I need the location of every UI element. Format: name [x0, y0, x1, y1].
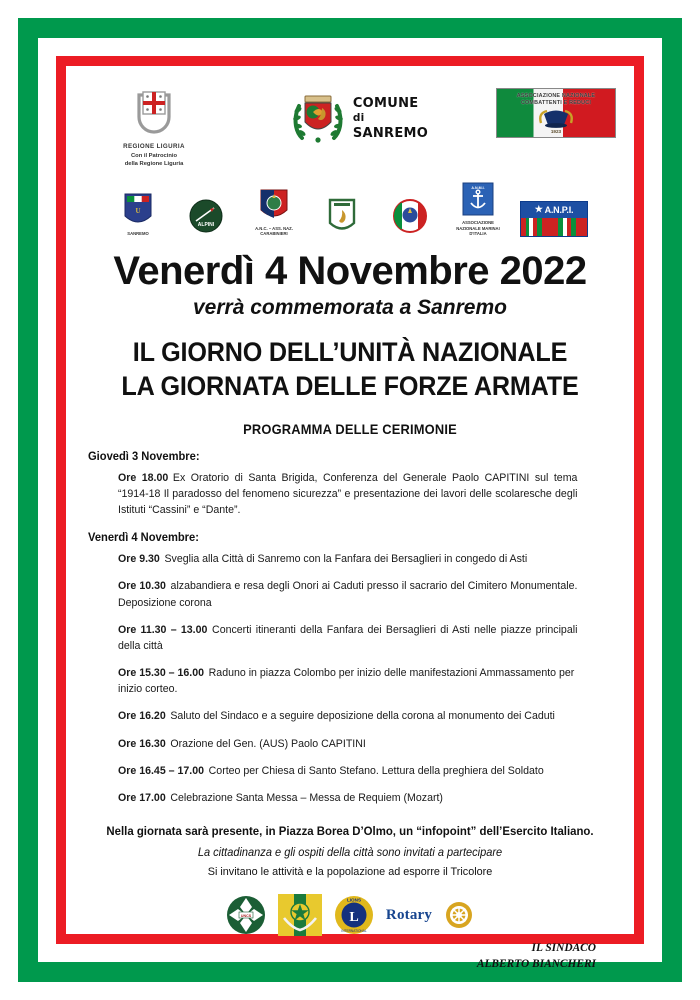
ancr-line1: ASSOCIAZIONE NAZIONALE — [516, 93, 596, 99]
rotary-wordmark: Rotary — [385, 906, 433, 923]
ordine-militare-icon — [278, 894, 322, 936]
schedule-entry — [118, 763, 577, 779]
entry-time: Ore 9.30 — [118, 553, 160, 566]
anc-badge-icon — [248, 185, 300, 225]
svg-text:INTERNATIONAL: INTERNATIONAL — [341, 929, 367, 934]
event-headline — [80, 336, 620, 404]
association-logo-row — [66, 169, 634, 237]
day-heading-friday: Venerdì 4 Novembre: — [88, 530, 199, 545]
entry-text: Raduno in piazza Colombo per inizio delle manifestazioni Ammassamento per inizio corteo. — [118, 667, 575, 696]
svg-text:UNCS: UNCS — [240, 914, 251, 919]
entry-time: Ore 16.30 — [118, 737, 166, 750]
entry-time: Ore 11.30 – 13.00 — [118, 623, 208, 636]
entry-text: Sveglia alla Città di Sanremo con la Fanfara dei Bersaglieri in congedo di Asti — [164, 553, 528, 566]
liguria-patronage-line1: Con il Patrocinio — [130, 152, 178, 159]
anpi-tricolour-bars — [521, 218, 587, 236]
ancr-year: 1923 — [550, 129, 562, 134]
ana-badge-icon — [180, 196, 232, 236]
association-logo-an — [384, 196, 436, 237]
schedule-entry — [118, 470, 577, 519]
svg-text:LIONS: LIONS — [346, 897, 361, 903]
poster-content — [66, 66, 634, 971]
event-subtitle: verrà commemorata a Sanremo — [193, 295, 507, 319]
association-logo-anmi — [452, 179, 504, 236]
svg-text:A.N.M.I.: A.N.M.I. — [471, 186, 485, 191]
schedule-entry — [118, 622, 577, 654]
tricolore-note: Si invitano le attività e la popolazione ad esporre il Tricolore — [207, 866, 493, 879]
schedule-entry — [118, 551, 577, 567]
anpi-label-bar — [521, 202, 587, 218]
comune-line1: COMUNE — [352, 96, 419, 112]
entry-text: Concerti itineranti della Fanfara dei Bersaglieri di Asti nelle piazze principali della città — [118, 623, 578, 652]
association-logo-anpi — [520, 201, 588, 237]
headline-line-2: LA GIORNATA DELLE FORZE ARMATE — [121, 370, 579, 401]
association-logo-unuci — [112, 190, 164, 236]
schedule-entry — [118, 708, 577, 724]
svg-text:L: L — [349, 910, 359, 926]
entry-text: Orazione del Gen. (AUS) Paolo CAPITINI — [170, 737, 366, 750]
anmi-caption: ASSOCIAZIONE NAZIONALE MARINAI D'ITALIA — [456, 220, 500, 237]
anpi-star-icon: ★ — [534, 204, 543, 215]
sponsor-logo-row — [66, 892, 634, 938]
header-logo-row — [66, 66, 634, 169]
entry-text: Corteo per Chiesa di Santo Stefano. Lettura della preghiera del Soldato — [208, 764, 544, 777]
entry-text: Celebrazione Santa Messa – Messa de Requiem (Mozart) — [170, 792, 443, 805]
entry-text: Ex Oratorio di Santa Brigida, Conferenza del Generale Paolo CAPITINI sul tema “1914-18 Il paradosso del fenomeno sicurezza” e presentazione dei lavori delle scolaresche degli Istituti “Cassini” e “Dante”. — [118, 471, 578, 516]
helmet-wreath-icon — [536, 109, 576, 131]
entry-time: Ore 10.30 — [118, 580, 166, 593]
regione-liguria-logo — [84, 88, 224, 169]
svg-text:G.d.F.: G.d.F. — [337, 225, 347, 230]
schedule-section — [66, 437, 634, 807]
event-date-title: Venerdì 4 Novembre 2022 — [113, 248, 587, 293]
ancr-caption — [497, 93, 615, 108]
uncs-maltese-cross-icon — [226, 895, 266, 935]
ancr-logo — [496, 88, 616, 138]
sanremo-crest-icon — [292, 90, 344, 148]
association-logo-gdf — [316, 196, 368, 237]
liguria-shield-icon — [84, 88, 224, 140]
entry-time: Ore 16.45 – 17.00 — [118, 764, 204, 777]
svg-text:U: U — [135, 207, 141, 216]
rotary-wheel-icon — [444, 900, 474, 930]
signature-name: ALBERTO BIANCHERI — [476, 958, 596, 971]
anpi-label: A.N.P.I. — [544, 204, 574, 215]
gdf-badge-icon — [316, 196, 368, 236]
unuci-caption: SANREMO — [127, 231, 149, 237]
schedule-entry — [118, 790, 577, 806]
mayor-signature — [66, 940, 634, 972]
entry-time: Ore 17.00 — [118, 792, 166, 805]
entry-time: Ore 15.30 – 16.00 — [118, 667, 204, 680]
association-logo-ana — [180, 196, 232, 237]
svg-text:ALPINI: ALPINI — [197, 221, 215, 228]
signature-role: IL SINDACO — [531, 942, 596, 955]
anc-caption: A.N.C. – ASS. NAZ. CARABINIERI — [255, 225, 293, 237]
day-heading-thursday: Giovedì 3 Novembre: — [88, 448, 200, 463]
infopoint-note: Nella giornata sarà presente, in Piazza Borea D’Olmo, un “infopoint” dell’Esercito Italiano. — [106, 824, 594, 839]
schedule-entry — [118, 578, 577, 610]
liguria-patronage-line2: della Regione Liguria — [124, 161, 184, 168]
entry-text: Saluto del Sindaco e a seguire deposizione della corona al monumento dei Caduti — [170, 710, 555, 723]
association-logo-anc — [248, 185, 300, 237]
comune-di-sanremo-logo — [292, 90, 428, 148]
programme-heading: PROGRAMMA DELLE CERIMONIE — [243, 420, 457, 437]
headline-line-1: IL GIORNO DELL’UNITÀ NAZIONALE — [132, 336, 568, 367]
comune-text — [353, 96, 428, 142]
entry-time: Ore 16.20 — [118, 710, 166, 723]
entry-text: alzabandiera e resa degli Onori ai Caduti presso il sacrario del Cimitero Monumentale. Deposizione corona — [118, 580, 578, 609]
invitation-note: La cittadinanza e gli ospiti della città sono invitati a partecipare — [197, 846, 503, 860]
schedule-entry — [118, 736, 577, 752]
unuci-badge-icon — [112, 190, 164, 230]
comune-line3: SANREMO — [352, 125, 429, 141]
entry-time: Ore 18.00 — [118, 471, 169, 484]
liguria-name: REGIONE LIGURIA — [123, 143, 185, 150]
lions-club-icon — [334, 895, 374, 935]
an-badge-icon — [384, 196, 436, 236]
schedule-entry — [118, 665, 577, 697]
comune-line2: di — [352, 112, 365, 125]
anmi-badge-icon — [452, 179, 504, 219]
ancr-line2: COMBATTENTI E REDUCI — [520, 100, 592, 107]
